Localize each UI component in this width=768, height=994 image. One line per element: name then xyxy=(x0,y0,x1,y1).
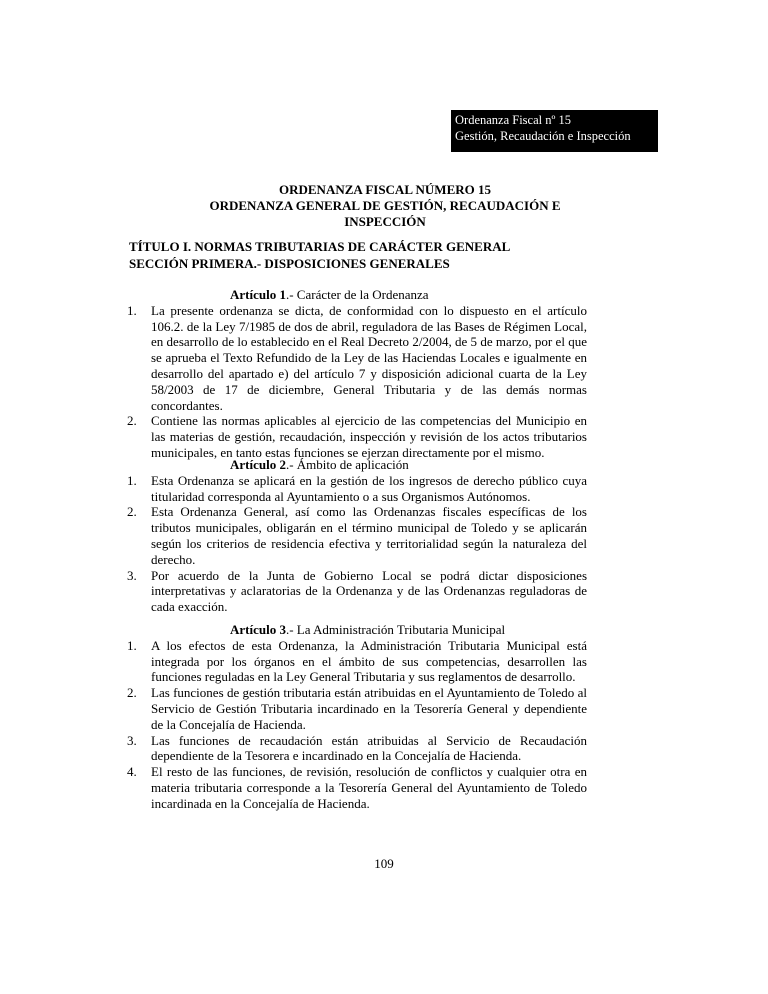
list-item: 1. La presente ordenanza se dicta, de conformidad con lo dispuesto en el artículo 106.2. de la Ley 7/1985 de dos de abril, reguladora de las Bases de Régimen Local, en desarrollo de lo establecido en el Real Decreto 2/2004, de 5 de marzo, por el que se aprueba el Texto Refundido de la Ley de las Haciendas Locales e igualmente en desarrollo del apartado e) del artículo 7 y disposición adicional cuarta de la Ley 58/2003 de 17 de diciembre, General Tributaria y de las demás normas concordantes. xyxy=(127,302,587,413)
header-line-1: Ordenanza Fiscal nº 15 xyxy=(455,113,571,127)
article-2 xyxy=(127,457,587,615)
section-line-1: TÍTULO I. NORMAS TRIBUTARIAS DE CARÁCTER GENERAL xyxy=(129,239,511,254)
list-item: 2. Contiene las normas aplicables al ejercicio de las competencias del Municipio en las materias de gestión, recaudación, inspección y revisión de los actos tributarios municipales, en tanto estas funciones se ejerzan directamente por el mismo. xyxy=(127,413,587,460)
title-line-3: INSPECCIÓN xyxy=(344,214,426,229)
article-3-list xyxy=(127,638,587,812)
page-number: 109 xyxy=(374,856,394,871)
article-2-list xyxy=(127,473,587,615)
list-item: 3. Por acuerdo de la Junta de Gobierno Local se podrá dictar disposiciones interpretativas y aclaratorias de la Ordenanza y de las Ordenanzas reguladoras de cada exacción. xyxy=(127,567,587,615)
section-heading xyxy=(129,238,510,272)
article-title: Artículo 3.- La Administración Tributaria Municipal xyxy=(230,622,506,637)
list-item: 3. Las funciones de recaudación están atribuidas al Servicio de Recaudación dependiente de la Tesorera e incardinado en la Concejalía de Hacienda. xyxy=(127,732,587,764)
article-3 xyxy=(127,622,587,812)
article-title: Artículo 2.- Ámbito de aplicación xyxy=(230,457,409,472)
section-line-2: SECCIÓN PRIMERA.- DISPOSICIONES GENERALES xyxy=(129,256,450,271)
title-line-1: ORDENANZA FISCAL NÚMERO 15 xyxy=(279,182,491,197)
article-1 xyxy=(127,287,587,461)
header-line-2: Gestión, Recaudación e Inspección xyxy=(455,129,631,143)
list-item: 1. Esta Ordenanza se aplicará en la gestión de los ingresos de derecho público cuya titularidad corresponda al Ayuntamiento o a sus Organismos Autónomos. xyxy=(127,472,587,504)
header-box xyxy=(451,110,658,152)
article-1-list xyxy=(127,303,587,461)
document-title xyxy=(150,182,620,230)
list-item: 2. Las funciones de gestión tributaria están atribuidas en el Ayuntamiento de Toledo al Servicio de Gestión Tributaria incardinado en la Tesorería General y dependiente de la Concejalía de Hacienda. xyxy=(127,685,587,732)
list-item: 1. A los efectos de esta Ordenanza, la Administración Tributaria Municipal está integrada por los órganos en el ámbito de sus competencias, desarrollen las funciones reguladas en la Ley General Tributaria y sus reglamentos de desarrollo. xyxy=(127,637,587,685)
list-item: 4. El resto de las funciones, de revisión, resolución de conflictos y cualquier otra en materia tributaria corresponde a la Tesorería General del Ayuntamiento de Toledo incardinada en la Concejalía de Hacienda. xyxy=(127,764,587,811)
article-title: Artículo 1.- Carácter de la Ordenanza xyxy=(230,287,429,302)
list-item: 2. Esta Ordenanza General, así como las Ordenanzas fiscales específicas de los tributos municipales, obligarán en el término municipal de Toledo y se aplicarán según los criterios de residencia efectiva y territorialidad según la naturaleza del derecho. xyxy=(127,504,587,567)
title-line-2: ORDENANZA GENERAL DE GESTIÓN, RECAUDACIÓN E xyxy=(209,198,561,213)
